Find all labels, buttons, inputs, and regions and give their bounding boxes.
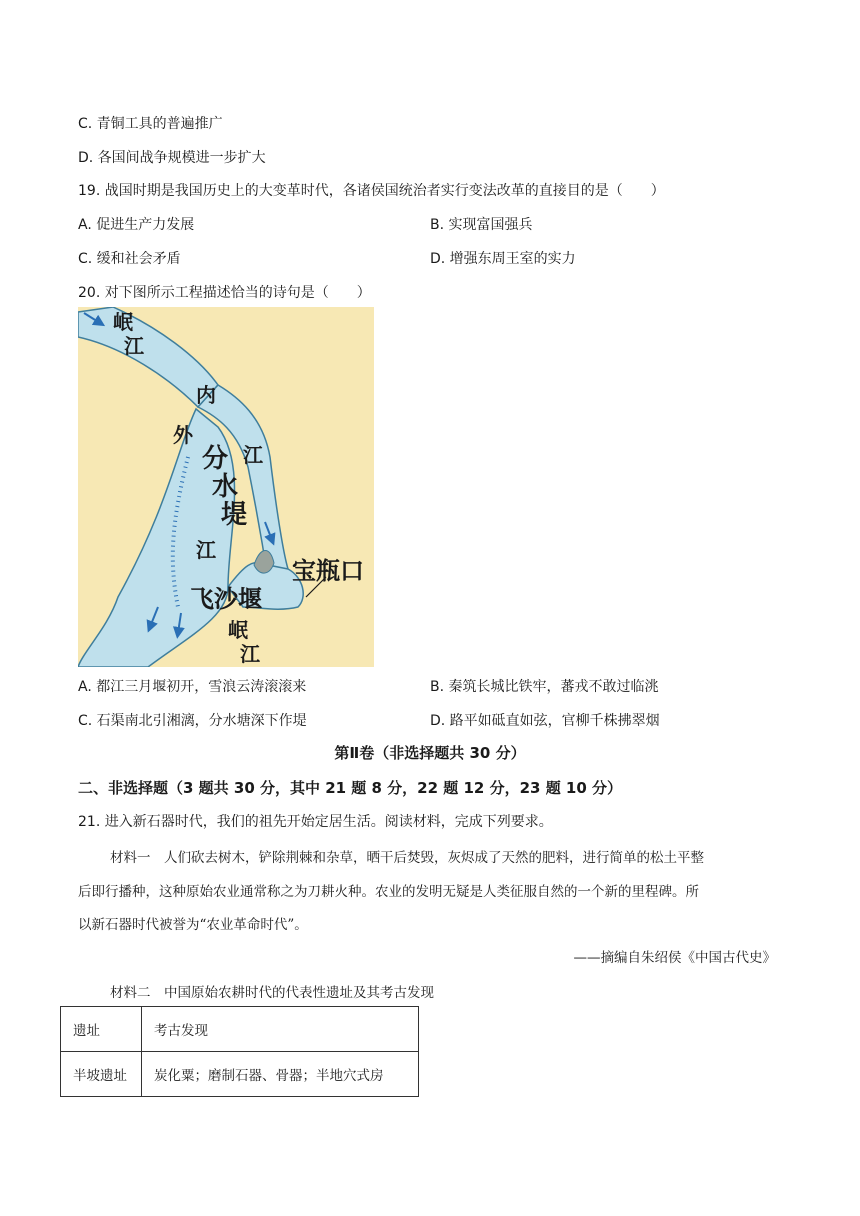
dujiangyan-map xyxy=(78,307,374,667)
label-jiang-top: 江 xyxy=(124,336,144,358)
q20-option-c: C. 石渠南北引湘漓，分水塘深下作堤 xyxy=(78,713,307,729)
table-header-cell: 遗址 xyxy=(61,1007,142,1052)
material2-title: 材料二 中国原始农耕时代的代表性遗址及其考古发现 xyxy=(110,985,434,1001)
material1-source: ——摘编自朱绍侯《中国古代史》 xyxy=(573,950,776,966)
material1-line3: 以新石器时代被誉为“农业革命时代”。 xyxy=(78,917,308,933)
material1-line1: 材料一 人们砍去树木，铲除荆棘和杂草，晒干后焚毁，灰烬成了天然的肥料，进行简单的松土平整 xyxy=(110,850,704,866)
label-feishayan: 飞沙堰 xyxy=(190,586,262,613)
material1-line2: 后即行播种，这种原始农业通常称之为刀耕火种。农业的发明无疑是人类征服自然的一个新的里程碑。所 xyxy=(78,884,699,900)
q19-option-b: B. 实现富国强兵 xyxy=(430,217,533,233)
q19-stem: 19. 战国时期是我国历史上的大变革时代，各诸侯国统治者实行变法改革的直接目的是（ ） xyxy=(78,183,665,199)
q18-option-c: C. 青铜工具的普遍推广 xyxy=(78,116,223,132)
q21-stem: 21. 进入新石器时代，我们的祖先开始定居生活。阅读材料，完成下列要求。 xyxy=(78,814,553,830)
volume-title: 第Ⅱ卷（非选择题共 30 分） xyxy=(334,744,526,762)
q18-option-d: D. 各国间战争规模进一步扩大 xyxy=(78,150,266,166)
q19-option-d: D. 增强东周王室的实力 xyxy=(430,251,576,267)
label-min-bottom: 岷 xyxy=(228,620,248,642)
table-header-row xyxy=(61,1007,419,1052)
label-fen: 分 xyxy=(202,443,229,473)
q20-stem: 20. 对下图所示工程描述恰当的诗句是（ ） xyxy=(78,285,371,301)
section-title: 二、非选择题（3 题共 30 分，其中 21 题 8 分，22 题 12 分，23 题 10 分） xyxy=(78,779,623,797)
label-wai: 外 xyxy=(173,425,193,447)
q19-option-a: A. 促进生产力发展 xyxy=(78,217,195,233)
label-nei: 内 xyxy=(196,385,216,407)
q20-option-d: D. 路平如砥直如弦，官柳千株拂翠烟 xyxy=(430,713,660,729)
label-jiang-outer: 江 xyxy=(196,540,216,562)
q20-option-a: A. 都江三月堰初开，雪浪云涛滚滚来 xyxy=(78,679,307,695)
table-cell-findings: 炭化粟；磨制石器、骨器；半地穴式房 xyxy=(142,1052,419,1097)
label-jiang-inner: 江 xyxy=(243,445,263,467)
table-header-cell: 考古发现 xyxy=(142,1007,419,1052)
q20-option-b: B. 秦筑长城比铁牢，蕃戎不敢过临洮 xyxy=(430,679,659,695)
label-baopingkou: 宝瓶口 xyxy=(292,558,364,585)
table-cell-site: 半坡遗址 xyxy=(61,1052,142,1097)
label-min-top: 岷 xyxy=(113,312,133,334)
sites-table xyxy=(60,1006,419,1097)
label-jiang-bottom: 江 xyxy=(240,644,260,666)
table-row xyxy=(61,1052,419,1097)
label-di: 堤 xyxy=(221,499,248,529)
label-shui: 水 xyxy=(212,471,239,501)
q19-option-c: C. 缓和社会矛盾 xyxy=(78,251,181,267)
